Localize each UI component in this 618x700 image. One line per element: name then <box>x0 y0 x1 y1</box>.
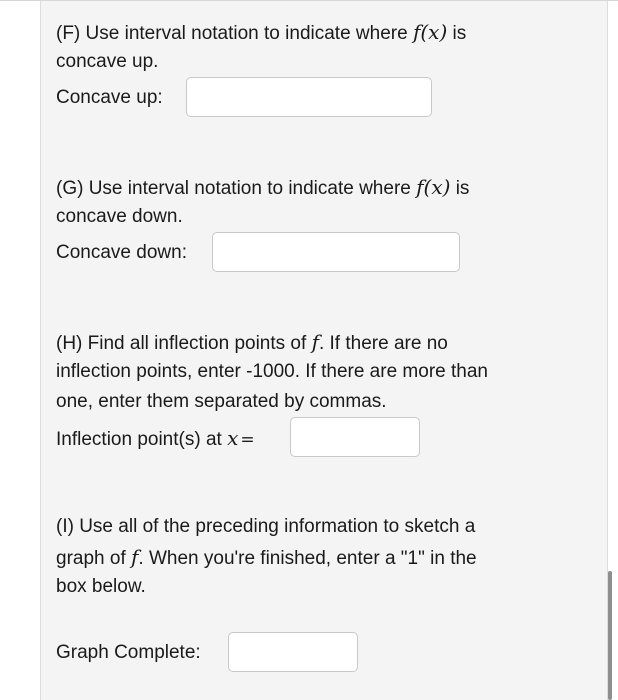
concave-up-label: Concave up: <box>56 87 163 108</box>
section-g-prompt-line2: concave down. <box>56 206 183 227</box>
function-fx: f(x) <box>412 20 448 44</box>
section-f-prompt-line1: (F) Use interval notation to indicate where f(x) is <box>56 20 467 44</box>
section-g-prompt-line1: (G) Use interval notation to indicate where f(x) is <box>56 175 470 199</box>
function-f: f <box>311 330 319 354</box>
variable-x: x <box>227 426 239 450</box>
graph-complete-label: Graph Complete: <box>56 642 201 663</box>
section-i-prompt-line2: graph of f. When you're finished, enter a "1" in the <box>56 545 477 569</box>
concave-down-input[interactable] <box>212 232 460 272</box>
section-i-prompt-line1: (I) Use all of the preceding information to sketch a <box>56 516 476 537</box>
section-h-prompt-line1: (H) Find all inflection points of f. If there are no <box>56 330 448 354</box>
equals-sign: = <box>240 430 255 450</box>
section-h-prompt-line2: inflection points, enter -1000. If there are more than <box>56 361 488 382</box>
function-fx: f(x) <box>416 175 451 199</box>
section-i-prompt-line3: box below. <box>56 576 146 597</box>
inflection-points-label: Inflection point(s) at x = <box>56 426 255 450</box>
vertical-scrollbar[interactable] <box>608 571 612 700</box>
function-f: f <box>131 545 139 569</box>
section-h-prompt-line3: one, enter them separated by commas. <box>56 391 387 412</box>
graph-complete-input[interactable] <box>228 632 358 672</box>
top-divider <box>0 0 618 1</box>
section-f-prompt-line2: concave up. <box>56 51 159 72</box>
concave-up-input[interactable] <box>186 77 432 117</box>
concave-down-label: Concave down: <box>56 242 187 263</box>
inflection-points-input[interactable] <box>290 417 420 457</box>
